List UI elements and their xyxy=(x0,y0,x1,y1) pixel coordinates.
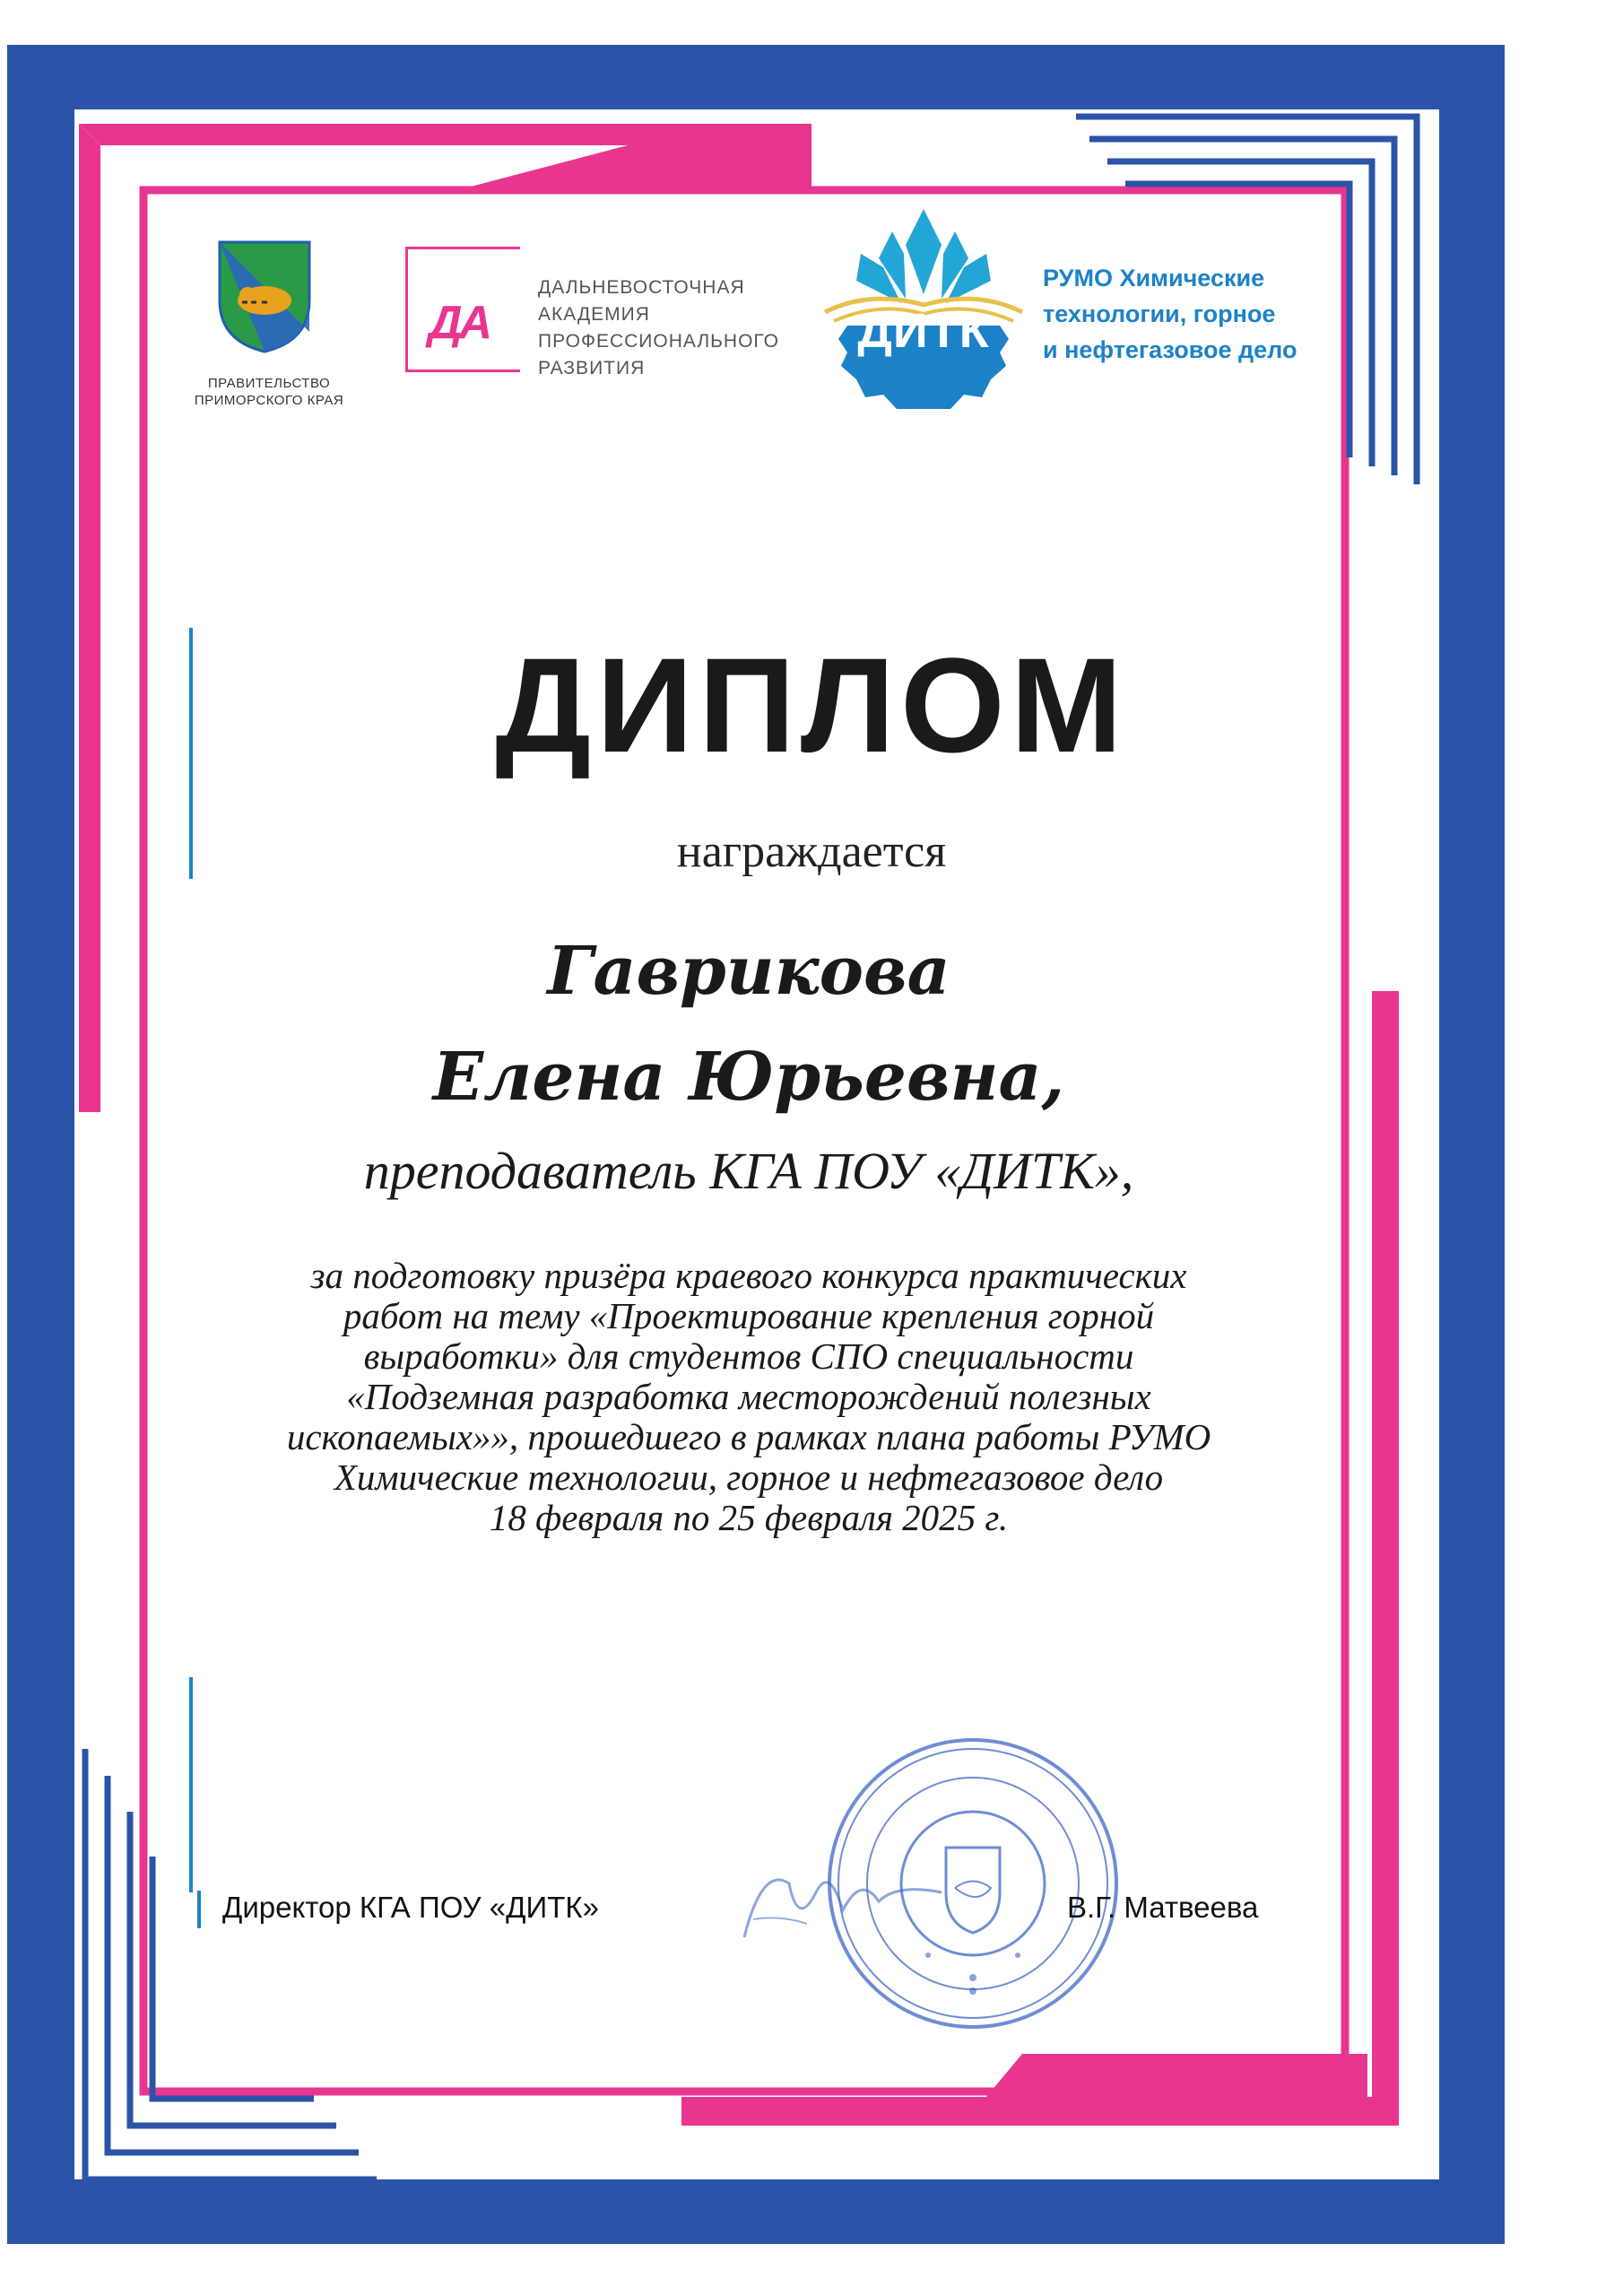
signatory-name: В.Г. Матвеева xyxy=(1067,1891,1259,1924)
award-description xyxy=(229,1256,1269,1538)
blue-stripes-bottom-left xyxy=(85,1749,377,2179)
awarded-label: награждается xyxy=(676,826,947,877)
description-line: за подготовку призёра краевого конкурса практических xyxy=(310,1255,1187,1296)
rumo-name-line: и нефтегазовое дело xyxy=(1043,336,1298,363)
rumo-name xyxy=(1043,260,1348,368)
signatory-title: Директор КГА ПОУ «ДИТК» xyxy=(222,1891,599,1924)
government-caption xyxy=(166,375,372,409)
gov-caption-line: ПРАВИТЕЛЬСТВО xyxy=(207,376,331,391)
description-line: выработки» для студентов СПО специальности xyxy=(363,1335,1134,1377)
gov-caption-line: ПРИМОРСКОГО КРАЯ xyxy=(194,393,344,408)
event-dates: 18 февраля по 25 февраля 2025 г. xyxy=(489,1497,1009,1538)
diploma-title: ДИПЛОМ xyxy=(495,630,1128,780)
description-line: «Подземная разработка месторождений полезных xyxy=(346,1376,1151,1417)
academy-name-line: АКАДЕМИЯ xyxy=(538,304,650,325)
round-seal-stamp-icon xyxy=(820,1731,1125,2036)
recipient-surname: Гаврикова xyxy=(547,933,950,1010)
ditk-wordmark: ДИТК xyxy=(857,304,990,358)
academy-name xyxy=(538,274,807,382)
academy-name-line: РАЗВИТИЯ xyxy=(538,358,646,378)
description-line: Химические технологии, горное и нефтегазовое дело xyxy=(334,1457,1164,1498)
academy-name-line: ДАЛЬНЕВОСТОЧНАЯ xyxy=(538,277,745,298)
academy-logo-mark: ДА xyxy=(429,297,490,349)
academy-name-line: ПРОФЕССИОНАЛЬНОГО xyxy=(538,331,779,352)
pink-corner-bars xyxy=(79,124,1399,2126)
cyan-accent-lines xyxy=(191,628,199,1928)
rumo-name-line: технологии, горное xyxy=(1043,300,1276,327)
description-line: ископаемых»», прошедшего в рамках плана работы РУМО xyxy=(286,1416,1211,1457)
primorsky-krai-coat-of-arms-icon xyxy=(215,238,314,354)
rumo-name-line: РУМО Химические xyxy=(1043,265,1265,291)
recipient-given-names: Елена Юрьевна, xyxy=(432,1039,1065,1116)
description-line: работ на тему «Проектирование крепления горной xyxy=(343,1295,1155,1336)
recipient-position: преподаватель КГА ПОУ «ДИТК», xyxy=(363,1142,1134,1200)
